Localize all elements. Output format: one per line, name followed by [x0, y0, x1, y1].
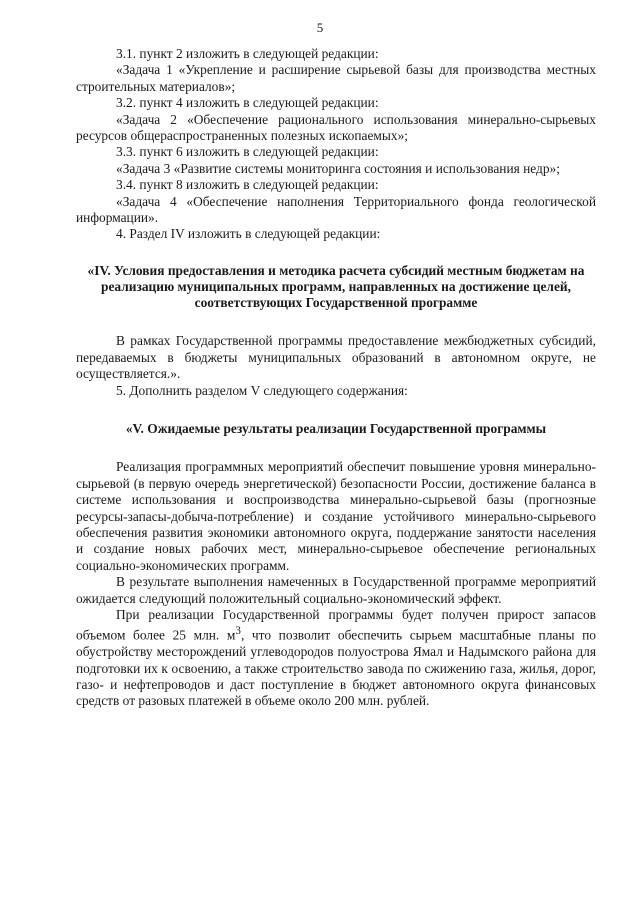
- section-v-paragraph-2: В результате выполнения намеченных в Государственной программе мероприятий ожидается следующий положительный социально-экономический эффект.: [76, 574, 596, 606]
- amendment-5: 5. Дополнить разделом V следующего содержания:: [116, 382, 408, 398]
- paragraph-3-part-b: , что позволит обеспечить сырьем масштабные планы по обустройству месторождений углеводородов полуострова Ямал и Надымского района для подготовки их к освоению, а также строительство завода по сжижению газа, жилья, дорог, газо- и нефтепроводов и даст поступление в бюджет автономного округа финансовых средств от разовых платежей в объеме около 200 млн. рублей.: [76, 627, 597, 709]
- section-v-paragraph-3: [76, 607, 596, 710]
- section-v-paragraph-1: Реализация программных мероприятий обеспечит повышение уровня минерально-сырьевой (в первую очередь энергетической) безопасности России, достижение баланса в системе использования и воспроизводства минерально-сырьевой базы (прогнозные ресурсы-запасы-добыча-потребление) и создание устойчивого минерально-сырьевого обеспечения развития экономики автономного округа, поддержание занятости населения и создание новых рабочих мест, минерально-сырьевое обеспечение региональных социально-экономических программ.: [76, 459, 596, 573]
- section-iv-paragraph: В рамках Государственной программы предоставление межбюджетных субсидий, передаваемых в бюджеты муниципальных образований в автономном округе, не осуществляется.».: [76, 333, 596, 382]
- task-2-text: «Задача 2 «Обеспечение рационального использования минерально-сырьевых ресурсов общераспространенных полезных ископаемых»;: [76, 111, 596, 144]
- section-iv-heading: «IV. Условия предоставления и методика расчета субсидий местным бюджетам на реализацию муниципальных программ, направленных на достижение целей, соответствующих Государственной программе: [87, 262, 585, 311]
- section-v-heading: «V. Ожидаемые результаты реализации Государственной программы: [125, 421, 547, 437]
- amendment-3-3: 3.3. пункт 6 изложить в следующей редакции:: [116, 144, 379, 160]
- document-body: [76, 46, 596, 710]
- amendment-3-2: 3.2. пункт 4 изложить в следующей редакции:: [116, 95, 379, 111]
- task-1-text: «Задача 1 «Укрепление и расширение сырьевой базы для производства местных строительных материалов»;: [76, 62, 596, 94]
- cubic-superscript: 3: [235, 625, 241, 638]
- task-3-text: «Задача 3 «Развитие системы мониторинга состояния и использования недр»;: [116, 160, 560, 176]
- paragraph-3-part-a: При реализации Государственной программы будет получен прирост запасов объемом более 25 млн. м: [76, 606, 596, 643]
- amendment-4: 4. Раздел IV изложить в следующей редакции:: [116, 226, 381, 242]
- amendment-3-1: 3.1. пункт 2 изложить в следующей редакции:: [116, 46, 379, 61]
- amendment-3-4: 3.4. пункт 8 изложить в следующей редакции:: [116, 177, 379, 193]
- task-4-text: «Задача 4 «Обеспечение наполнения Территориального фонда геологической информации».: [76, 193, 596, 226]
- page-number: 5: [316, 20, 324, 35]
